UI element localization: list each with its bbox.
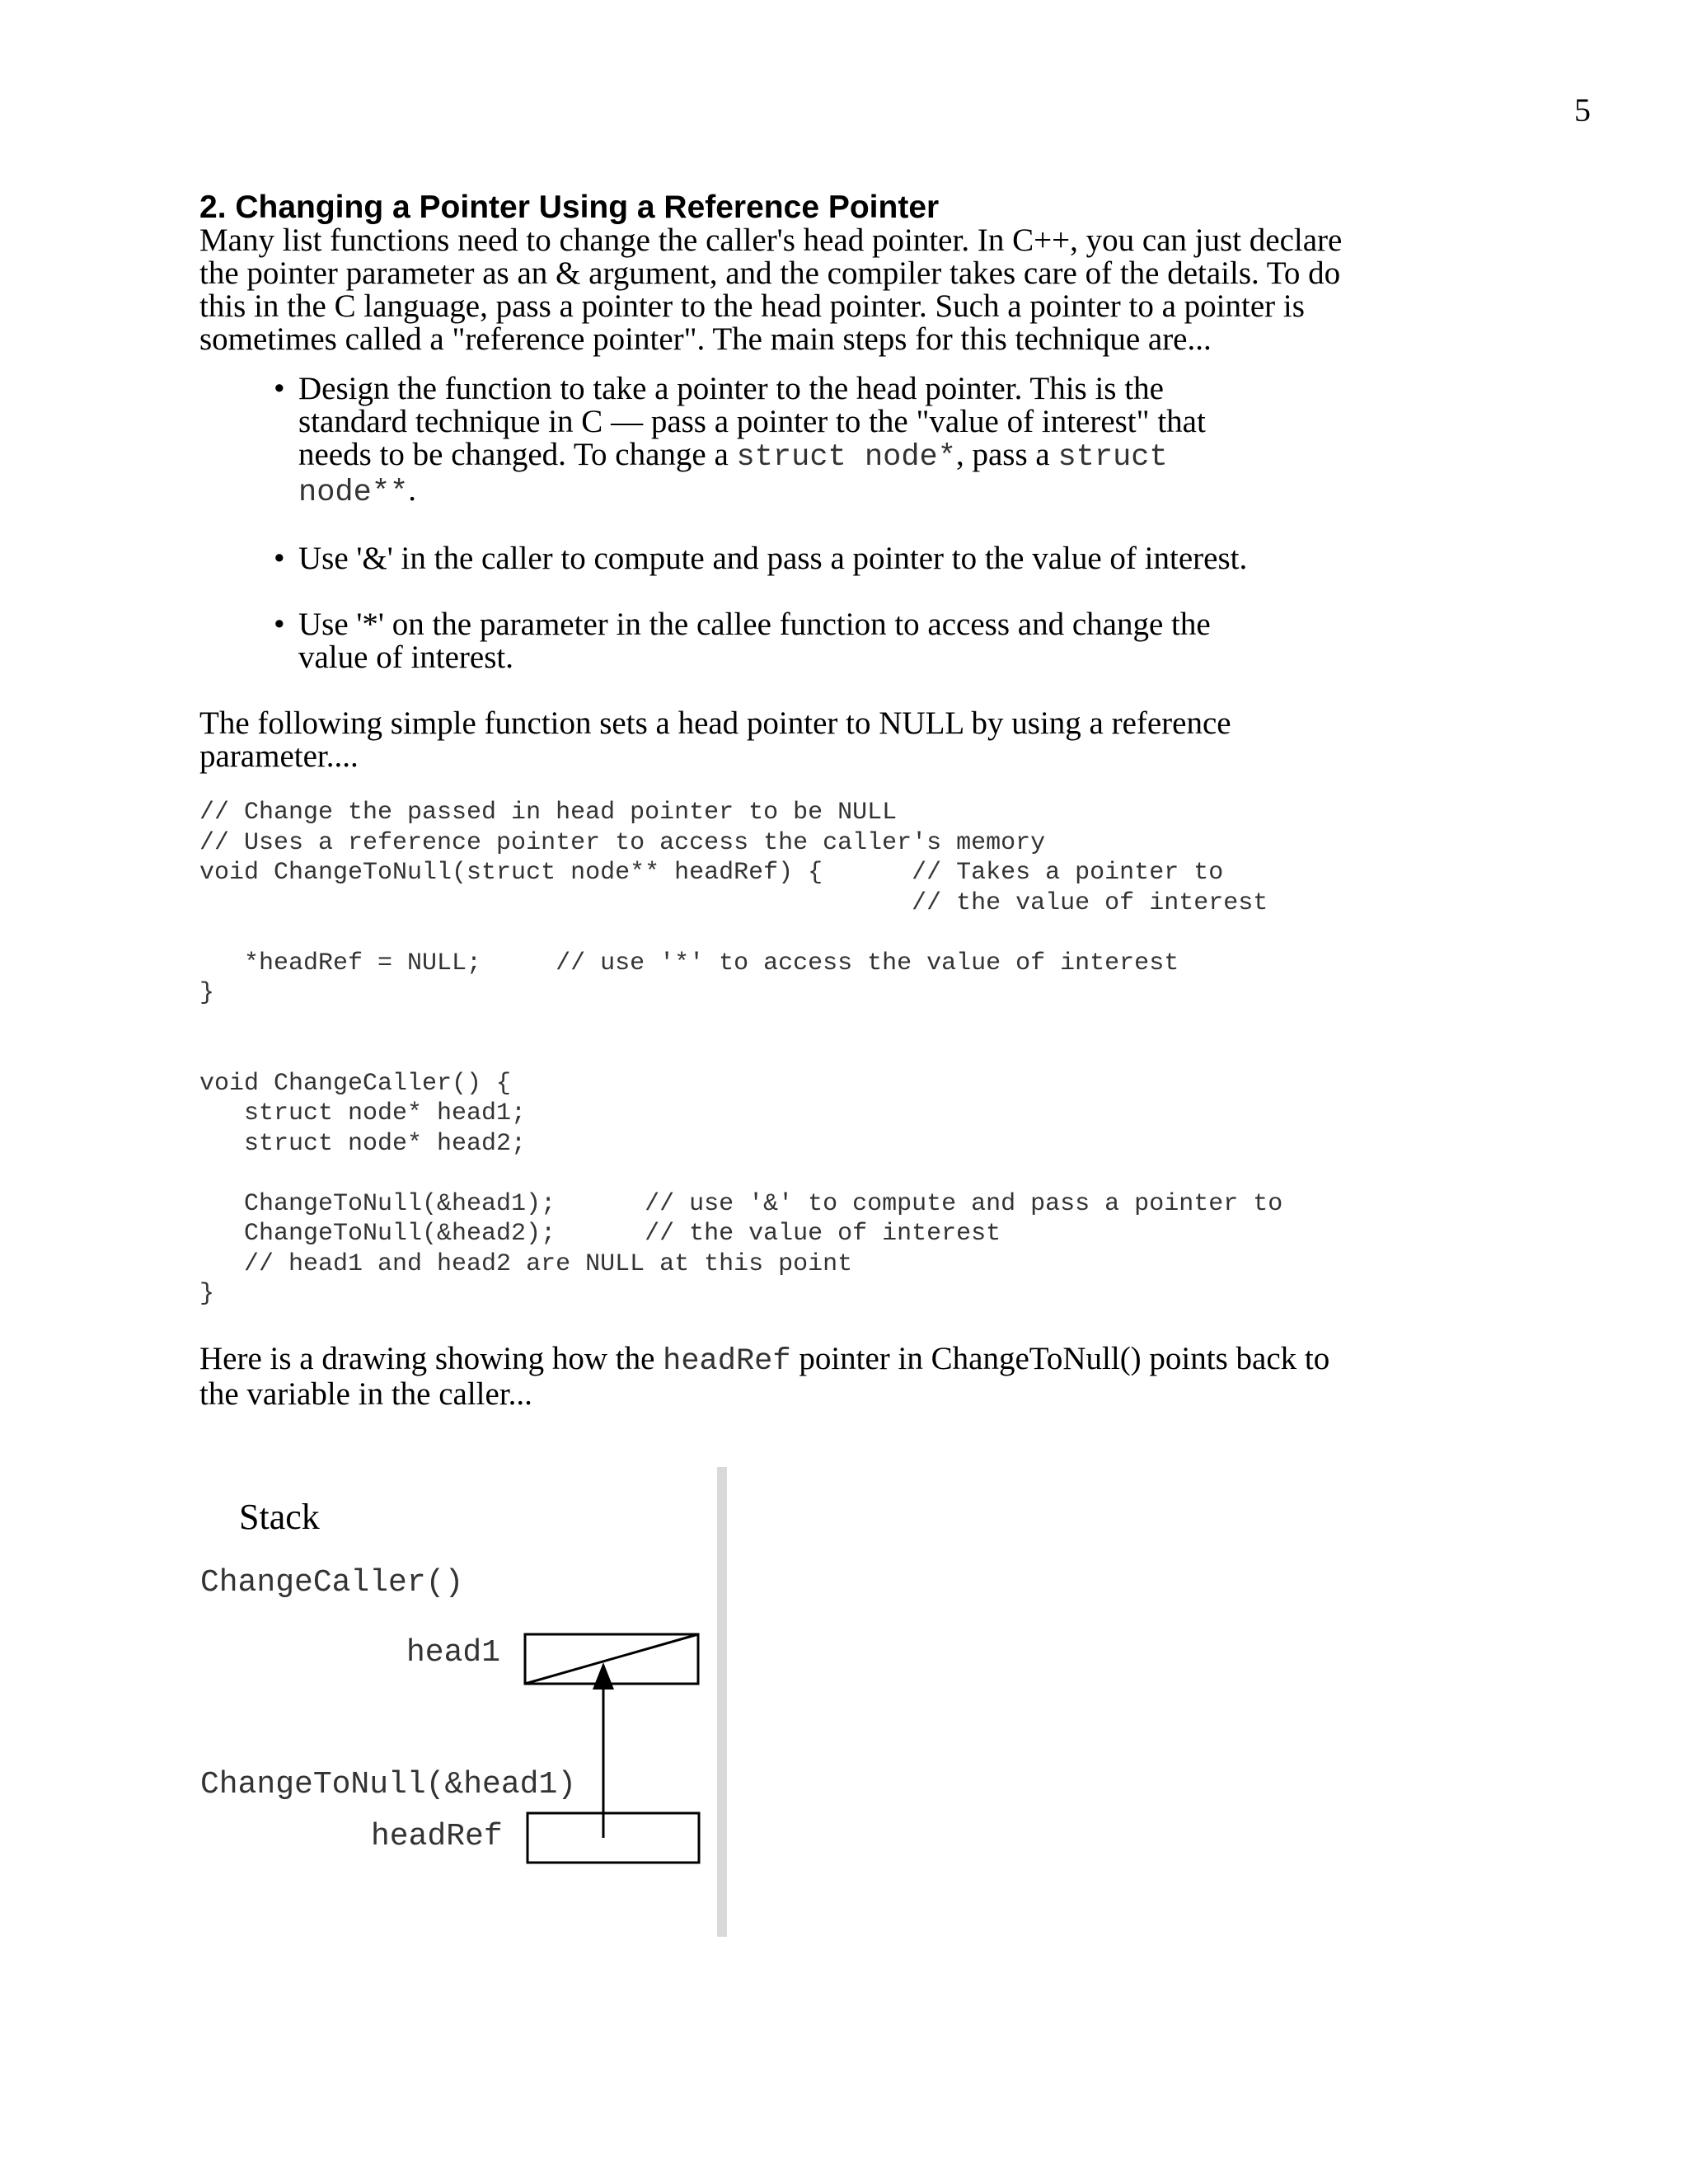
bullet-icon: • bbox=[274, 541, 285, 576]
drawing-intro-line: the variable in the caller... bbox=[199, 1376, 532, 1412]
following-paragraph bbox=[199, 707, 1485, 773]
stack-boundary-bar bbox=[717, 1467, 727, 1937]
inline-code: headRef bbox=[663, 1343, 791, 1379]
document-body bbox=[199, 191, 1485, 1411]
head1-label: head1 bbox=[406, 1635, 501, 1671]
drawing-intro-text: Here is a drawing showing how the bbox=[199, 1340, 663, 1376]
inline-code: struct bbox=[1057, 440, 1168, 475]
caller-frame-label: ChangeCaller() bbox=[200, 1565, 464, 1601]
stack-diagram bbox=[198, 1467, 734, 1945]
stack-label: Stack bbox=[239, 1497, 320, 1537]
step-text: , pass a bbox=[955, 437, 1058, 472]
step-text-line: Use '*' on the parameter in the callee function to access and change the bbox=[298, 607, 1211, 642]
intro-line: the pointer parameter as an & argument, and the compiler takes care of the details. To do bbox=[199, 255, 1341, 291]
steps-list bbox=[199, 373, 1485, 674]
bullet-icon: • bbox=[274, 607, 285, 642]
headref-label: headRef bbox=[371, 1819, 503, 1854]
drawing-intro-paragraph bbox=[199, 1340, 1485, 1412]
pointer-arrowhead-icon bbox=[593, 1662, 614, 1690]
drawing-intro-line bbox=[199, 1340, 1485, 1379]
intro-line: sometimes called a "reference pointer". The main steps for this technique are... bbox=[199, 321, 1212, 357]
intro-line: this in the C language, pass a pointer to the head pointer. Such a pointer to a pointer is bbox=[199, 288, 1305, 324]
step-text-line: standard technique in C — pass a pointer to the "value of interest" that bbox=[298, 404, 1206, 439]
inline-code: node** bbox=[298, 476, 409, 510]
step-use-star bbox=[274, 607, 1329, 675]
callee-frame-label: ChangeToNull(&head1) bbox=[200, 1767, 577, 1802]
following-line: The following simple function sets a head pointer to NULL by using a reference bbox=[199, 705, 1231, 741]
step-text: needs to be changed. To change a bbox=[298, 437, 737, 472]
intro-paragraph bbox=[199, 224, 1485, 356]
drawing-intro-text: pointer in ChangeToNull() points back to bbox=[790, 1340, 1330, 1376]
step-design-function bbox=[274, 371, 1329, 510]
following-line: parameter.... bbox=[199, 738, 359, 774]
bullet-icon: • bbox=[274, 371, 285, 406]
step-text: . bbox=[408, 472, 416, 508]
code-listing: // Change the passed in head pointer to be NULL // Uses a reference pointer to access the caller's memory void ChangeToNull(struct node** headRef) { // Takes a pointer to // the value of interest *headRef = NULL; // use '*' to access the value of interest } void ChangeCaller() { struct node* head1; struct node* head2; ChangeToNull(&head1); // use '&' to compute and pass a pointer to ChangeToNull(&head2); // the value of interest // head1 and head2 are NULL at this point } bbox=[199, 799, 1283, 1308]
step-text-line bbox=[298, 474, 1329, 509]
page-number: 5 bbox=[1574, 91, 1591, 129]
step-use-ampersand bbox=[274, 541, 1329, 576]
null-slash bbox=[525, 1634, 698, 1684]
intro-line: Many list functions need to change the caller's head pointer. In C++, you can just declare bbox=[199, 223, 1343, 258]
headref-box bbox=[528, 1813, 699, 1863]
inline-code: struct node* bbox=[736, 440, 956, 475]
section-heading: 2. Changing a Pointer Using a Reference Pointer bbox=[199, 190, 940, 225]
step-text-line: Design the function to take a pointer to the head pointer. This is the bbox=[298, 371, 1164, 406]
step-text-line: value of interest. bbox=[298, 640, 513, 675]
step-text-line: Use '&' in the caller to compute and pass a pointer to the value of interest. bbox=[298, 541, 1248, 576]
step-text-line bbox=[298, 438, 1329, 474]
